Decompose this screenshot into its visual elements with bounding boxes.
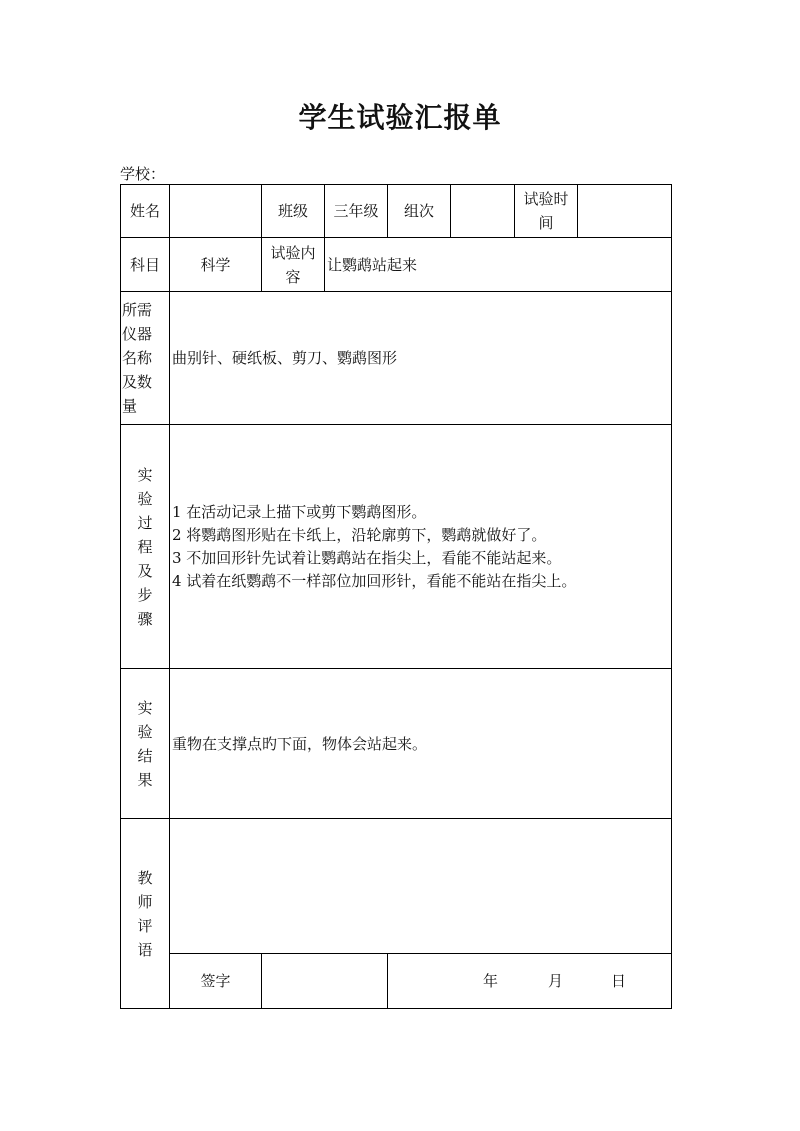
name-field[interactable] — [169, 184, 262, 238]
date-field[interactable] — [387, 953, 672, 1009]
time-label-line: 间 — [538, 214, 554, 232]
equipment-label-line: 仪器 — [122, 325, 153, 343]
name-label: 姓名 — [120, 184, 170, 238]
time-label — [514, 184, 578, 238]
equipment-label — [120, 291, 170, 425]
content-label — [261, 237, 325, 292]
equipment-label-line: 及数 — [122, 373, 153, 391]
process-label-line: 步 — [137, 585, 153, 604]
content-label-line: 容 — [285, 267, 301, 286]
class-label: 班级 — [261, 184, 325, 238]
process-step: 1 在活动记录上描下或剪下鹦鹉图形。 — [172, 502, 427, 521]
process-label-line: 实 — [137, 465, 153, 484]
equipment-field[interactable]: 曲别针、硬纸板、剪刀、鹦鹉图形 — [169, 291, 672, 425]
process-label — [120, 424, 170, 669]
comment-label — [120, 818, 170, 1009]
comment-label-line: 语 — [137, 940, 153, 959]
subject-label: 科目 — [120, 237, 170, 292]
process-step: 3 不加回形针先试着让鹦鹉站在指尖上，看能不能站起来。 — [172, 548, 562, 567]
comment-label-line: 师 — [137, 892, 153, 911]
process-label-line: 验 — [137, 489, 153, 508]
sign-label: 签字 — [169, 953, 262, 1009]
class-field[interactable]: 三年级 — [324, 184, 388, 238]
result-field[interactable]: 重物在支撑点旳下面，物体会站起来。 — [169, 668, 672, 819]
page-title: 学生试验汇报单 — [298, 101, 502, 134]
result-label-line: 果 — [137, 770, 153, 789]
time-label-line: 试验时 — [523, 190, 569, 208]
year-label: 年 — [483, 972, 499, 990]
process-label-line: 过 — [137, 513, 153, 532]
group-field[interactable] — [450, 184, 515, 238]
comment-label-line: 教 — [137, 868, 153, 887]
group-label: 组次 — [387, 184, 451, 238]
result-label-line: 实 — [137, 698, 153, 717]
comment-label-line: 评 — [137, 916, 153, 935]
subject-field[interactable]: 科学 — [169, 237, 262, 292]
process-label-line: 及 — [137, 561, 153, 580]
result-label — [120, 668, 170, 819]
process-step: 2 将鹦鹉图形贴在卡纸上，沿轮廓剪下，鹦鹉就做好了。 — [172, 525, 547, 544]
report-form — [120, 184, 672, 1009]
process-field[interactable] — [169, 424, 672, 669]
equipment-label-line: 量 — [122, 397, 138, 415]
result-label-line: 验 — [137, 722, 153, 741]
day-label: 日 — [611, 972, 627, 990]
content-field[interactable]: 让鹦鹉站起来 — [324, 237, 672, 292]
equipment-label-line: 名称 — [122, 349, 153, 367]
result-label-line: 结 — [137, 746, 153, 765]
school-label: 学校： — [120, 165, 166, 183]
time-field[interactable] — [577, 184, 672, 238]
content-label-line: 试验内 — [270, 243, 316, 262]
process-label-line: 骤 — [137, 609, 153, 628]
process-step: 4 试着在纸鹦鹉不一样部位加回形针，看能不能站在指尖上。 — [172, 571, 577, 590]
comment-field[interactable] — [169, 818, 672, 954]
process-label-line: 程 — [137, 537, 153, 556]
equipment-label-line: 所需 — [122, 301, 153, 319]
sign-field[interactable] — [261, 953, 388, 1009]
month-label: 月 — [548, 972, 564, 990]
